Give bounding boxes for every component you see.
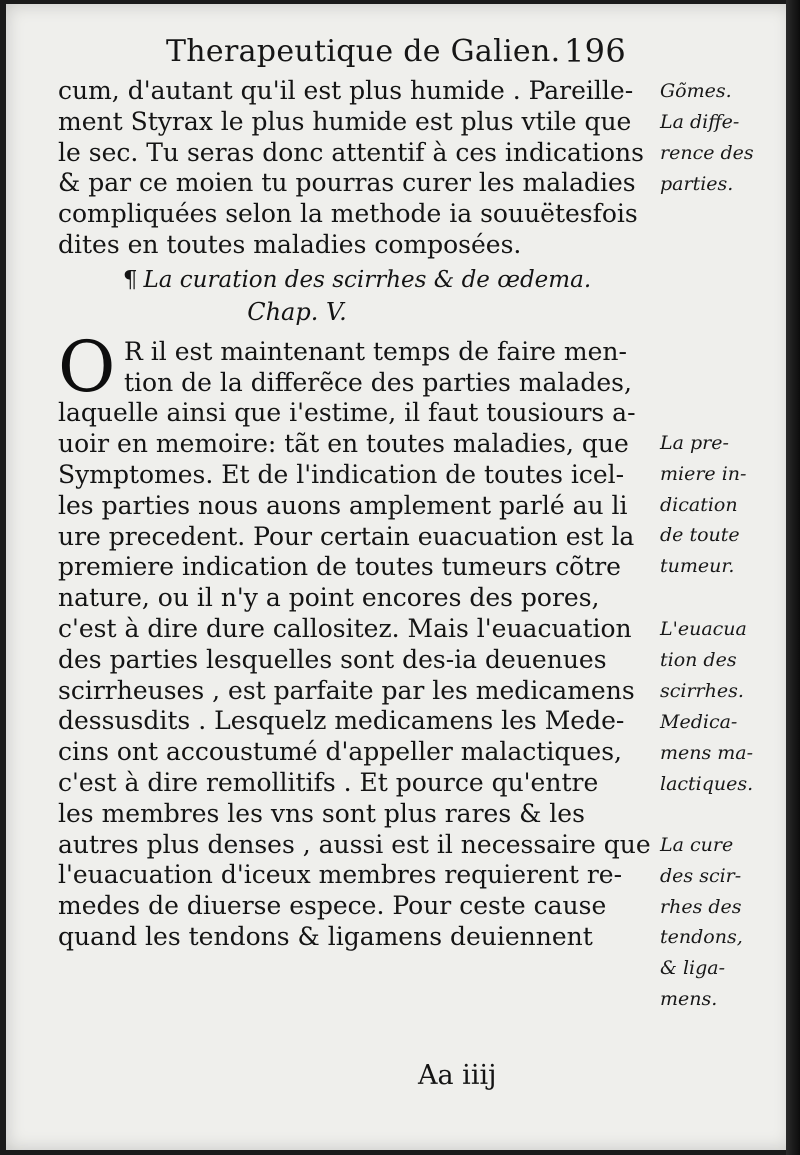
margin-note-line: mens. [660, 987, 718, 1010]
text-line: le sec. Tu seras donc attentif à ces indications [58, 137, 644, 167]
text-line: des parties lesquelles sont des-ia deuenues [58, 644, 607, 674]
page-number: 196 [564, 32, 626, 70]
text-line: scirrheuses , est parfaite par les medicamens [58, 675, 635, 705]
margin-note-line: scirrhes. [660, 679, 744, 702]
text-line: autres plus denses , aussi est il necessaire que [58, 829, 651, 859]
margin-note-line: dication [660, 493, 738, 516]
margin-note-line: rhes des [660, 895, 742, 918]
margin-note-line: lactiques. [660, 772, 754, 795]
text-line: & par ce moien tu pourras curer les maladies [58, 168, 636, 198]
margin-note-line: de toute [660, 524, 740, 547]
text-line: c'est à dire dure callositez. Mais l'euacuation [58, 613, 632, 643]
rubric-text: La curation des scirrhes & de œdema. [143, 266, 592, 293]
margin-note-line: La pre- [660, 432, 729, 454]
margin-note [660, 107, 778, 199]
margin-note [660, 428, 778, 582]
text-line: l'euacuation d'iceux membres requierent re- [58, 860, 623, 890]
text-line: cins ont accoustumé d'appeller malactiques, [58, 737, 623, 767]
margin-note-line: parties. [660, 172, 734, 195]
margin-note-line: des scir- [660, 864, 742, 887]
text-line: premiere indication de toutes tumeurs cõtre [58, 552, 621, 582]
margin-note-line: miere in- [660, 462, 747, 485]
text-line: compliquées selon la methode ia souuëtesfois [58, 199, 638, 229]
page-edge-shadow [786, 0, 800, 1155]
margin-note-line: Gõmes. [660, 80, 732, 102]
margin-note-line: tumeur. [660, 555, 735, 578]
signature-mark: Aa iiij [418, 1060, 497, 1091]
book-page [6, 4, 792, 1150]
text-line: ure precedent. Pour certain euacuation est la [58, 521, 635, 551]
section-rubric [58, 265, 656, 297]
text-line: dites en toutes maladies composées. [58, 229, 522, 259]
margin-note-line: tion des [660, 648, 737, 671]
running-title: Therapeutique de Galien. [166, 34, 561, 69]
margin-note [660, 614, 778, 706]
text-line: Symptomes. Et de l'indication de toutes icel- [58, 459, 625, 489]
text-line: laquelle ainsi que i'estime, il faut tousiours a- [58, 398, 636, 428]
text-line: ment Styrax le plus humide est plus vtile que [58, 106, 632, 136]
margin-note-line: tendons, [660, 926, 743, 949]
margin-note-line: mens ma- [660, 741, 754, 764]
text-line: c'est à dire remollitifs . Et pource qu'entre [58, 767, 599, 797]
text-line: uoir en memoire: tãt en toutes maladies, que [58, 429, 629, 459]
margin-note [660, 830, 778, 1015]
margin-note [660, 707, 778, 799]
margin-note-line: rence des [660, 141, 754, 164]
margin-note [660, 76, 778, 107]
running-head [166, 34, 626, 74]
margin-note-line: Medica- [660, 711, 738, 733]
drop-capital: O [58, 325, 116, 408]
text-line: les membres les vns sont plus rares & les [58, 798, 585, 828]
text-line: dessusdits . Lesquelz medicamens les Mede- [58, 706, 625, 736]
text-line: les parties nous auons amplement parlé au li [58, 490, 628, 520]
margin-note-line: La cure [660, 834, 734, 856]
margin-note-line: & liga- [660, 957, 726, 980]
text-line: nature, ou il n'y a point encores des pores, [58, 583, 600, 613]
main-text-column [58, 76, 656, 953]
chapter-heading: Chap. V. [247, 297, 347, 326]
text-line: tion de la differẽce des parties malades, [124, 367, 632, 397]
margin-note-line: La diffe- [660, 111, 740, 133]
paragraph [58, 325, 656, 953]
pilcrow-mark: ¶ [122, 266, 138, 293]
text-block-top [58, 76, 656, 261]
text-line: R il est maintenant temps de faire men- [124, 336, 627, 366]
text-line: medes de diuerse espece. Pour ceste cause [58, 891, 607, 921]
margin-note-line: L'euacua [660, 618, 747, 640]
text-line: cum, d'autant qu'il est plus humide . Pareille- [58, 76, 634, 105]
text-line: quand les tendons & ligamens deuiennent [58, 921, 593, 951]
